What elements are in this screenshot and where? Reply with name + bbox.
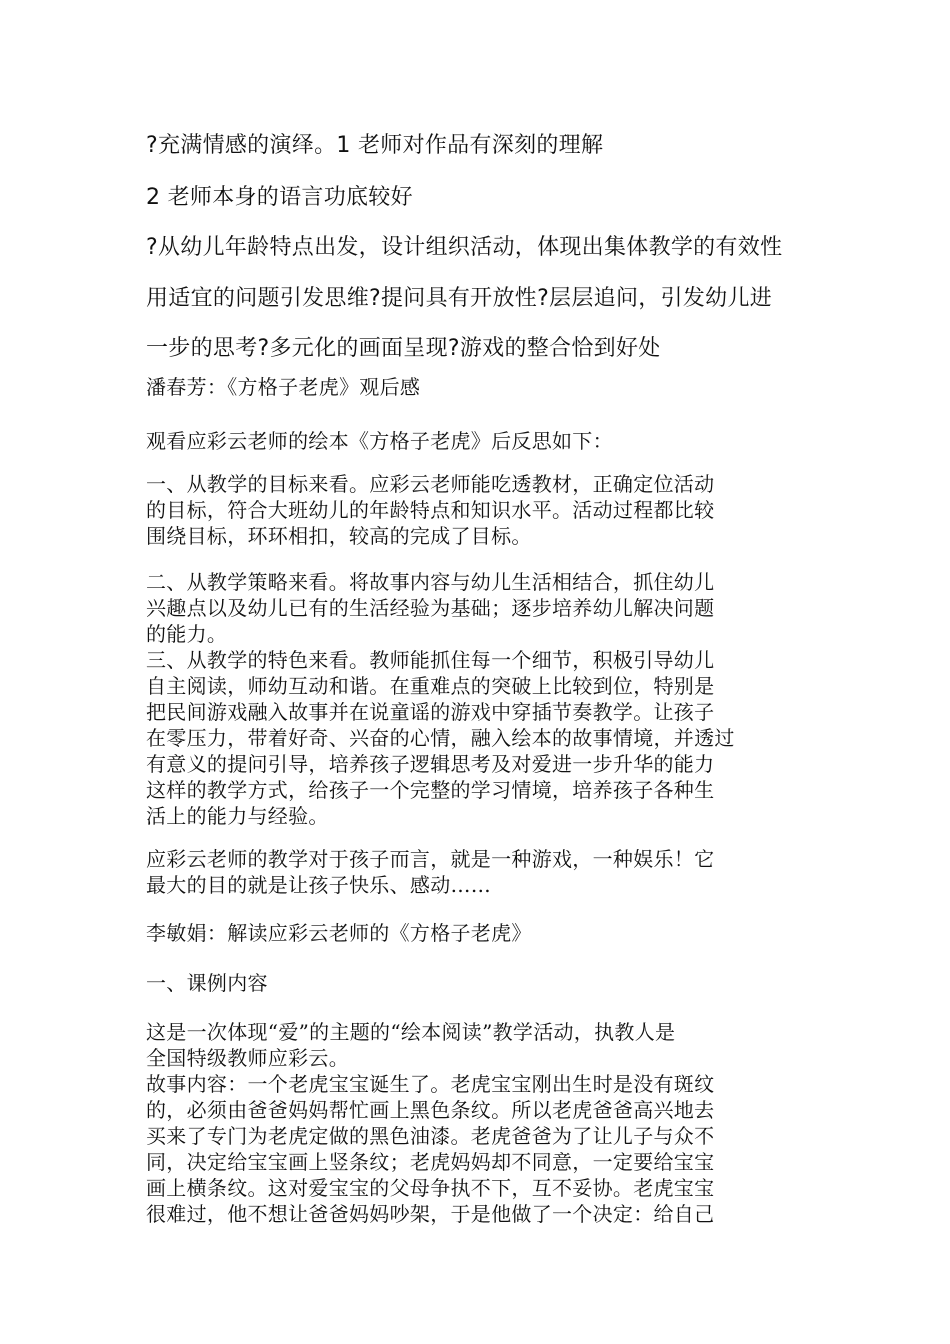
text-line: 围绕目标，环环相扣，较高的完成了目标。: [146, 524, 532, 548]
text-line: 画上横条纹。这对爱宝宝的父母争执不下，互不妥协。老虎宝宝: [146, 1176, 715, 1200]
section-title: 潘春芳：《方格子老虎》观后感: [146, 375, 421, 399]
text-line: 应彩云老师的教学对于孩子而言，就是一种游戏，一种娱乐！它: [146, 847, 715, 871]
text-line: 用适宜的问题引发思维?提问具有开放性?层层追问，引发幼儿进: [146, 286, 773, 311]
text-line: 把民间游戏融入故事并在说童谣的游戏中穿插节奏教学。让孩子: [146, 700, 715, 724]
text-line: 的，必须由爸爸妈妈帮忙画上黑色条纹。所以老虎爸爸高兴地去: [146, 1098, 715, 1122]
text-line: 买来了专门为老虎定做的黑色油漆。老虎爸爸为了让儿子与众不: [146, 1124, 715, 1148]
text-line: 同，决定给宝宝画上竖条纹；老虎妈妈却不同意，一定要给宝宝: [146, 1150, 715, 1174]
paragraph: [146, 846, 810, 898]
paragraph: [146, 471, 810, 549]
text-line: 在零压力，带着好奇、兴奋的心情，融入绘本的故事情境，并透过: [146, 726, 735, 750]
text-line: 兴趣点以及幼儿已有的生活经验为基础；逐步培养幼儿解决问题: [146, 596, 715, 620]
text-line: 有意义的提问引导，培养孩子逻辑思考及对爱进一步升华的能力: [146, 752, 715, 776]
text-line: 一步的思考?多元化的画面呈现?游戏的整合恰到好处: [146, 336, 661, 361]
text-line: 故事内容：一个老虎宝宝诞生了。老虎宝宝刚出生时是没有斑纹: [146, 1072, 715, 1096]
text-line: 三、从教学的特色来看。教师能抓住每一个细节，积极引导幼儿: [146, 648, 715, 672]
paragraph: [146, 569, 810, 829]
text-line: 自主阅读，师幼互动和谐。在重难点的突破上比较到位，特别是: [146, 674, 715, 698]
section-heading: 一、课例内容: [146, 971, 268, 995]
text-line: 这样的教学方式，给孩子一个完整的学习情境，培养孩子各种生: [146, 778, 715, 802]
text-line: ?充满情感的演绎。1 老师对作品有深刻的理解: [146, 133, 604, 158]
paragraph: [146, 1019, 810, 1227]
text-line: 二、从教学策略来看。将故事内容与幼儿生活相结合，抓住幼儿: [146, 570, 715, 594]
paragraph: 观看应彩云老师的绘本《方格子老虎》后反思如下：: [146, 429, 613, 453]
text-line: 最大的目的就是让孩子快乐、感动……: [146, 873, 492, 897]
text-line: 一、从教学的目标来看。应彩云老师能吃透教材，正确定位活动: [146, 472, 715, 496]
text-line: 这是一次体现“爱”的主题的“绘本阅读”教学活动，执教人是: [146, 1020, 676, 1044]
text-line: 全国特级教师应彩云。: [146, 1046, 349, 1070]
text-line: 的能力。: [146, 622, 228, 646]
text-line: 很难过，他不想让爸爸妈妈吵架，于是他做了一个决定：给自己: [146, 1202, 715, 1226]
text-line: 活上的能力与经验。: [146, 804, 329, 828]
text-line: ?从幼儿年龄特点出发，设计组织活动，体现出集体教学的有效性: [146, 235, 783, 260]
section-title: 李敏娟：解读应彩云老师的《方格子老虎》: [146, 921, 532, 945]
text-line: 2 老师本身的语言功底较好: [146, 185, 413, 210]
text-line: 的目标，符合大班幼儿的年龄特点和知识水平。活动过程都比较: [146, 498, 715, 522]
